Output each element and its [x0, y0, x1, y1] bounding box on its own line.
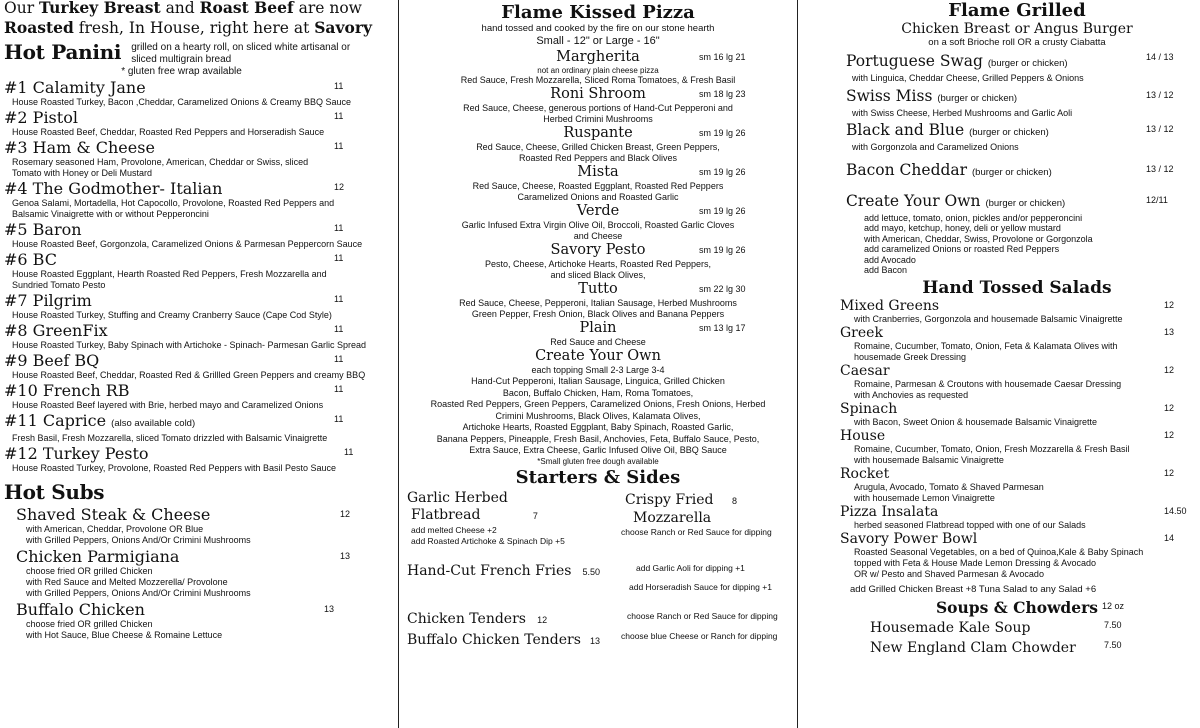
item-price: 12 — [1164, 402, 1175, 413]
item-qualifier: (burger or chicken) — [969, 127, 1049, 138]
item-name: House — [840, 427, 886, 444]
item-desc: Red Sauce, Cheese, Grilled Chicken Breast, Green Peppers, — [476, 142, 720, 152]
item-name-line1 — [625, 492, 772, 510]
starters-title: Starters & Sides — [515, 466, 681, 488]
menu-item — [4, 506, 388, 546]
item-choose: choose Ranch or Red Sauce for dipping — [627, 610, 778, 621]
item-desc: Romaine, Cucumber, Tomato, Onion, Feta & Kalamata Olives with — [854, 340, 1118, 351]
item-name: #3 Ham & Cheese — [4, 138, 155, 157]
item-desc: not an ordinary plain cheese pizza — [537, 66, 659, 75]
item-name-row — [846, 161, 1194, 182]
menu-item — [4, 139, 388, 179]
item-price: 13 / 12 — [1146, 89, 1174, 100]
item-name: Savory Power Bowl — [840, 530, 978, 547]
intro-line1-a: Our — [4, 0, 40, 17]
item-price: 14 / 13 — [1146, 52, 1174, 62]
item-price: sm 19 lg 26 — [699, 206, 746, 216]
item-desc: House Roasted Beef, Cheddar, Roasted Red & Grillled Green Peppers and creamy BBQ — [12, 370, 366, 380]
item-desc: Romaine, Cucumber, Tomato, Onion, Fresh Mozzarella & Fresh Basil — [854, 443, 1130, 454]
item-desc: House Roasted Eggplant, Hearth Roasted Red Peppers, Fresh Mozzarella and Sundried Tomato Pesto — [12, 269, 327, 290]
item-desc: topped with Feta & House Made Lemon Dressing & Avocado — [854, 557, 1096, 568]
item-price: sm 13 lg 17 — [699, 323, 746, 333]
item-desc: Caramelized Onions and Roasted Garlic — [517, 192, 679, 202]
item-name: Hand-Cut French Fries — [407, 562, 572, 579]
topping-line: Bacon, Buffalo Chicken, Ham, Roma Tomatoes, — [502, 387, 694, 398]
item-name: #8 GreenFix — [4, 321, 108, 340]
addon-line: add caramelized Onions or roasted Red Peppers — [864, 244, 1060, 254]
item-price: 11 — [334, 111, 344, 121]
menu-item — [4, 221, 388, 250]
item-name: Mista — [577, 164, 619, 180]
menu-item — [4, 352, 388, 381]
item-qualifier: (burger or chicken) — [972, 166, 1052, 178]
hot-subs-list — [4, 506, 388, 641]
addon-line: add mayo, ketchup, honey, deli or yellow mustard — [864, 223, 1061, 233]
item-qualifier: (burger or chicken) — [985, 197, 1066, 209]
item-price: 11 — [334, 141, 344, 151]
item-name-row — [846, 192, 1194, 213]
item-price: 11 — [334, 81, 344, 91]
pizza-item — [403, 203, 793, 242]
item-desc: with housemade Lemon Vinaigrette — [854, 492, 995, 503]
item-desc: with Hot Sauce, Blue Cheese & Romaine Lettuce — [26, 630, 223, 640]
topping-line: Artichoke Hearts, Roasted Eggplant, Baby Spinach, Roasted Garlic, — [462, 422, 734, 432]
topping-list — [403, 376, 793, 457]
item-name: Greek — [840, 324, 883, 341]
starter-buffalo-choose — [621, 631, 777, 642]
item-price: 13 / 12 — [1146, 163, 1174, 174]
menu-item — [4, 445, 388, 474]
column-grilled-salads-soups — [800, 0, 1200, 728]
salad-item — [840, 325, 1194, 363]
pizza-item — [403, 164, 793, 203]
item-price: 11 — [334, 324, 344, 334]
item-desc: with Grilled Peppers, Onions And/Or Crimini Mushrooms — [26, 535, 251, 545]
item-desc: Red Sauce, Fresh Mozzarella, Sliced Roma Tomatoes, & Fresh Basil — [460, 75, 736, 85]
pizza-item — [403, 281, 793, 320]
soups-title: Soups & Chowders — [935, 597, 1099, 617]
salad-item — [840, 504, 1194, 531]
item-price: 12 — [334, 182, 345, 192]
item-name: Shaved Steak & Cheese — [16, 505, 211, 524]
item-name: Portuguese Swag — [846, 52, 983, 70]
addon-line: add lettuce, tomato, onion, pickles and/or pepperoncini — [864, 212, 1083, 223]
item-name: #10 French RB — [4, 381, 130, 400]
intro-line1-b: Turkey Breast — [39, 0, 161, 17]
item-desc: House Roasted Turkey, Bacon ,Cheddar, Caramelized Onions & Creamy BBQ Sauce — [12, 97, 351, 107]
item-desc: Roasted Seasonal Vegetables, on a bed of Quinoa,Kale & Baby Spinach — [854, 546, 1144, 557]
grilled-subtitle-2: on a soft Brioche roll OR a crusty Ciabatta — [928, 37, 1106, 48]
item-name: Chicken Tenders — [407, 610, 526, 627]
item-desc: Red Sauce, Cheese, generous portions of Hand-Cut Pepperoni and — [463, 103, 733, 113]
item-price: 12 — [1164, 299, 1175, 310]
menu-item — [840, 87, 1194, 119]
menu-item — [4, 382, 388, 411]
item-name: #9 Beef BQ — [4, 351, 100, 370]
item-desc: with Cranberries, Gorgonzola and housemade Balsamic Vinaigrette — [854, 313, 1123, 324]
item-price: 5.50 — [582, 566, 601, 577]
item-price: 13 / 12 — [1146, 124, 1174, 134]
item-desc: Garlic Infused Extra Virgin Olive Oil, Broccoli, Roasted Garlic Cloves — [461, 220, 735, 230]
item-desc: with Swiss Cheese, Herbed Mushrooms and Garlic Aoli — [852, 107, 1073, 118]
starter-horseradish — [629, 582, 772, 593]
item-name: #5 Baron — [4, 220, 82, 239]
item-price: 7 — [532, 510, 538, 521]
item-desc: with Gorgonzola and Caramelized Onions — [852, 142, 1019, 152]
soup-item — [840, 617, 1194, 637]
menu-item — [4, 601, 388, 641]
salad-item — [840, 428, 1194, 466]
pizza-item — [403, 125, 793, 164]
item-desc: Green Pepper, Fresh Onion, Black Olives and Banana Peppers — [471, 309, 725, 319]
item-qualifier: (also available cold) — [111, 418, 196, 429]
item-name: Rocket — [840, 465, 890, 482]
menu-item — [840, 121, 1194, 153]
menu-item — [4, 109, 388, 138]
item-desc: herbed seasoned Flatbread topped with one of our Salads — [854, 519, 1086, 530]
item-desc: with Grilled Peppers, Onions And/Or Crimini Mushrooms — [26, 588, 251, 598]
item-name: Spinach — [840, 400, 898, 417]
item-name: #4 The Godmother- Italian — [4, 179, 223, 198]
addon-line: add Avocado — [864, 254, 916, 265]
item-choose: choose Ranch or Red Sauce for dipping — [621, 526, 772, 537]
item-name-row — [846, 52, 1194, 73]
starter-fried-mozzarella — [621, 491, 772, 538]
item-name: Buffalo Chicken Tenders — [407, 631, 581, 648]
item-addon: add melted Cheese +2 — [411, 524, 497, 535]
menu-item — [4, 548, 388, 599]
item-desc: with Red Sauce and Melted Mozzerella/ Provolone — [26, 577, 228, 587]
intro-line1-e: are now — [293, 0, 362, 17]
topping-line: Crimini Mushrooms, Black Olives, Kalamata Olives, — [495, 410, 701, 421]
item-name: Chicken Parmigiana — [16, 547, 180, 566]
item-name: #2 Pistol — [4, 108, 78, 127]
menu-item — [4, 251, 388, 291]
item-name: Pizza Insalata — [840, 503, 939, 520]
item-qualifier: (burger or chicken) — [987, 58, 1068, 69]
hot-panini-header — [4, 40, 388, 78]
item-price: 11 — [334, 223, 344, 233]
item-price: 12 — [1164, 429, 1175, 440]
item-name: Savory Pesto — [550, 242, 646, 258]
pizza-item — [403, 86, 793, 125]
grilled-list — [840, 52, 1194, 276]
hot-panini-note1: grilled on a hearty roll, on sliced white artisanal or — [131, 42, 351, 53]
item-price: 13 — [1164, 326, 1175, 337]
item-addon: add Garlic Aoli for dipping +1 — [636, 562, 745, 573]
pizza-subtitle: hand tossed and cooked by the fire on our stone hearth — [481, 23, 715, 34]
item-name: Roni Shroom — [550, 86, 646, 102]
item-name: New England Clam Chowder — [870, 639, 1076, 656]
item-qualifier: (burger or chicken) — [937, 92, 1018, 104]
item-name: Crispy Fried — [625, 491, 714, 508]
item-desc: House Roasted Beef, Gorgonzola, Caramelized Onions & Parmesan Peppercorn Sauce — [12, 239, 363, 249]
item-desc: and sliced Black Olives, — [550, 270, 646, 280]
topping-line: Hand-Cut Pepperoni, Italian Sausage, Linguica, Grilled Chicken — [471, 376, 725, 386]
starter-buffalo-tenders — [407, 629, 600, 649]
pizza-item — [403, 242, 793, 281]
item-price: 12 — [537, 614, 548, 625]
item-name: Verde — [576, 203, 620, 219]
item-choose: choose blue Cheese or Ranch for dipping — [621, 630, 778, 641]
item-name: Margherita — [556, 49, 640, 65]
starter-aioli — [636, 563, 745, 574]
item-desc: with American, Cheddar, Provolone OR Blue — [26, 524, 204, 534]
item-desc: with Linguica, Cheddar Cheese, Grilled Peppers & Onions — [852, 73, 1084, 83]
addon-line: add Bacon — [864, 265, 908, 275]
item-desc: Herbed Crimini Mushrooms — [543, 114, 653, 124]
pizza-create-your-own — [403, 348, 793, 467]
item-price: 11 — [334, 384, 344, 394]
hot-panini-title: Hot Panini — [4, 40, 122, 64]
item-name: Ruspante — [563, 125, 633, 141]
intro-line2-c: Savory — [314, 18, 372, 37]
item-desc: with Bacon, Sweet Onion & housemade Balsamic Vinaigrette — [854, 416, 1097, 427]
menu-item — [4, 322, 388, 351]
salad-item — [840, 531, 1194, 580]
intro-line2-a: Roasted — [4, 18, 74, 37]
column-panini-subs — [0, 0, 392, 728]
item-price: 11 — [334, 294, 344, 304]
topping-line: Roasted Red Peppers, Green Peppers, Caramelized Onions, Fresh Onions, Herbed — [430, 399, 766, 409]
item-name: Black and Blue — [846, 121, 965, 139]
intro-line2-b: fresh, In House, right here at — [73, 19, 315, 37]
item-price: 13 — [340, 551, 351, 561]
starter-french-fries — [407, 560, 600, 580]
item-price: sm 19 lg 26 — [699, 128, 746, 138]
item-desc: Red Sauce, Cheese, Pepperoni, Italian Sausage, Herbed Mushrooms — [459, 298, 737, 308]
item-name: #7 Pilgrim — [4, 291, 92, 310]
soups-list — [840, 617, 1194, 657]
item-desc: Pesto, Cheese, Artichoke Hearts, Roasted Red Peppers, — [484, 259, 712, 269]
item-desc: with housemade Balsamic Vinaigrette — [854, 454, 1004, 465]
addon-line: with American, Cheddar, Swiss, Provolone or Gorgonzola — [864, 233, 1093, 244]
item-desc: Red Sauce, Cheese, Roasted Eggplant, Roasted Red Peppers — [472, 181, 724, 191]
hot-panini-note3: * gluten free wrap available — [121, 66, 242, 77]
item-name-text: #11 Caprice — [4, 411, 107, 430]
item-price: 12 — [340, 509, 351, 519]
item-price: 11 — [334, 414, 344, 424]
menu-item — [4, 180, 388, 220]
starter-tenders-choose — [627, 611, 778, 622]
menu-item — [840, 192, 1194, 276]
item-name: Garlic Herbed — [407, 489, 508, 506]
menu-item — [840, 52, 1194, 84]
item-name: Create Your Own — [535, 348, 661, 364]
hot-panini-note2: sliced multigrain bread — [131, 54, 232, 65]
pizza-title: Flame Kissed Pizza — [501, 2, 695, 23]
hot-subs-title: Hot Subs — [4, 480, 105, 504]
item-desc: Red Sauce and Cheese — [550, 337, 646, 347]
item-desc: Rosemary seasoned Ham, Provolone, American, Cheddar or Swiss, sliced Tomato with Honey or Deli Mustard — [12, 157, 309, 178]
item-price: 13 — [324, 604, 335, 614]
item-price: 11 — [334, 354, 344, 364]
item-price: sm 16 lg 21 — [699, 52, 746, 62]
hot-panini-note — [121, 40, 351, 78]
item-price: 7.50 — [1104, 639, 1122, 650]
column-pizza-starters — [398, 0, 798, 728]
pizza-item — [403, 49, 793, 86]
item-name: Plain — [579, 320, 617, 336]
grilled-subtitle: Chicken Breast or Angus Burger — [901, 21, 1133, 37]
item-name: Tutto — [578, 281, 618, 297]
intro-line1-d: Roast Beef — [199, 0, 294, 17]
item-price: 12 — [1164, 467, 1175, 478]
soup-item — [840, 637, 1194, 657]
menu-item — [4, 412, 388, 444]
intro-line1-c: and — [160, 0, 200, 17]
item-desc: Roasted Red Peppers and Black Olives — [518, 153, 678, 163]
item-desc: House Roasted Turkey, Stuffing and Creamy Cranberry Sauce (Cape Cod Style) — [12, 310, 332, 320]
pizza-item — [403, 320, 793, 348]
salads-title: Hand Tossed Salads — [922, 277, 1112, 298]
item-desc: and Cheese — [573, 231, 623, 241]
item-name: Caesar — [840, 362, 890, 379]
item-desc: OR w/ Pesto and Shaved Parmesan & Avocado — [854, 568, 1044, 579]
item-name: Bacon Cheddar — [846, 160, 968, 179]
intro-text — [4, 0, 388, 38]
item-desc: choose fried OR grilled Chicken — [26, 619, 153, 629]
salads-list — [840, 298, 1194, 595]
pizza-sizes: Small - 12" or Large - 16" — [536, 35, 660, 47]
item-name: Create Your Own — [846, 191, 981, 210]
starter-chicken-tenders — [407, 608, 547, 628]
item-addon: add Horseradish Sauce for dipping +1 — [629, 581, 772, 592]
pizza-list — [403, 49, 793, 467]
item-desc: House Roasted Turkey, Provolone, Roasted Red Peppers with Basil Pesto Sauce — [12, 463, 337, 473]
item-price: 11 — [334, 253, 344, 263]
salad-item — [840, 466, 1194, 504]
item-name: #1 Calamity Jane — [4, 78, 146, 97]
item-name: #12 Turkey Pesto — [4, 444, 149, 463]
item-name-line2 — [407, 507, 565, 525]
soups-header — [840, 598, 1194, 617]
item-desc: housemade Greek Dressing — [854, 351, 967, 362]
item-name — [4, 412, 388, 433]
item-addon: add Roasted Artichoke & Spinach Dip +5 — [411, 535, 565, 546]
starters-list — [403, 490, 793, 650]
topping-line: Extra Sauce, Extra Cheese, Garlic Infused Olive Oil, BBQ Sauce — [469, 445, 727, 455]
item-desc: House Roasted Turkey, Baby Spinach with Artichoke - Spinach- Parmesan Garlic Spread — [12, 340, 367, 350]
item-name-2: Flatbread — [411, 506, 481, 523]
item-desc: House Roasted Beef layered with Brie, herbed mayo and Caramelized Onions — [12, 400, 324, 410]
item-price: 8 — [731, 495, 737, 506]
salad-item — [840, 401, 1194, 428]
salad-item — [840, 298, 1194, 325]
item-desc: Fresh Basil, Fresh Mozzarella, sliced Tomato drizzled with Balsamic Vinaigrette — [12, 433, 328, 443]
item-price: sm 18 lg 23 — [699, 89, 746, 99]
item-name-row — [846, 121, 1194, 142]
item-desc: Genoa Salami, Mortadella, Hot Capocollo, Provolone, Roasted Red Peppers and Balsamic Vinaigrette with or without Pepperoncini — [12, 198, 335, 219]
item-name: Housemade Kale Soup — [870, 619, 1031, 636]
item-price: 11 — [344, 447, 354, 457]
item-desc: choose fried OR grilled Chicken — [26, 566, 153, 576]
menu-item — [840, 161, 1194, 182]
item-price: 13 — [590, 635, 601, 646]
item-price: sm 22 lg 30 — [699, 284, 746, 294]
item-desc: Romaine, Parmesan & Croutons with housemade Caesar Dressing — [854, 378, 1122, 389]
starter-garlic-flatbread — [407, 490, 565, 547]
item-name: Mixed Greens — [840, 297, 940, 314]
grilled-title: Flame Grilled — [948, 0, 1086, 21]
salad-addon: add Grilled Chicken Breast +8 Tuna Salad to any Salad +6 — [850, 583, 1097, 595]
item-name: #6 BC — [4, 250, 57, 269]
item-price: 14 — [1164, 532, 1175, 543]
item-desc: with Anchovies as requested — [854, 389, 969, 400]
item-desc: Arugula, Avocado, Tomato & Shaved Parmesan — [854, 481, 1044, 492]
hot-panini-list — [4, 79, 388, 474]
burger-addons — [846, 213, 1194, 276]
soups-size: 12 oz — [1102, 600, 1125, 611]
item-price: 7.50 — [1104, 619, 1122, 630]
item-price: 12 — [1164, 364, 1175, 375]
item-price: sm 19 lg 26 — [699, 245, 746, 255]
topping-prices: each topping Small 2-3 Large 3-4 — [531, 365, 665, 375]
item-price: sm 19 lg 26 — [699, 167, 746, 177]
item-desc: House Roasted Beef, Cheddar, Roasted Red Peppers and Horseradish Sauce — [12, 127, 325, 137]
item-name-2: Mozzarella — [633, 509, 712, 526]
item-name: Buffalo Chicken — [16, 600, 145, 619]
item-price: 12/11 — [1146, 194, 1168, 205]
item-price: 14.50 — [1164, 505, 1187, 516]
gluten-free-note: *Small gluten free dough available — [537, 456, 659, 466]
item-name-row — [846, 87, 1194, 108]
topping-line: Banana Peppers, Pineapple, Fresh Basil, Anchovies, Feta, Buffalo Sauce, Pesto, — [436, 433, 760, 444]
salad-item — [840, 363, 1194, 401]
menu-item — [4, 292, 388, 321]
item-name: Swiss Miss — [846, 86, 933, 105]
menu-item — [4, 79, 388, 108]
